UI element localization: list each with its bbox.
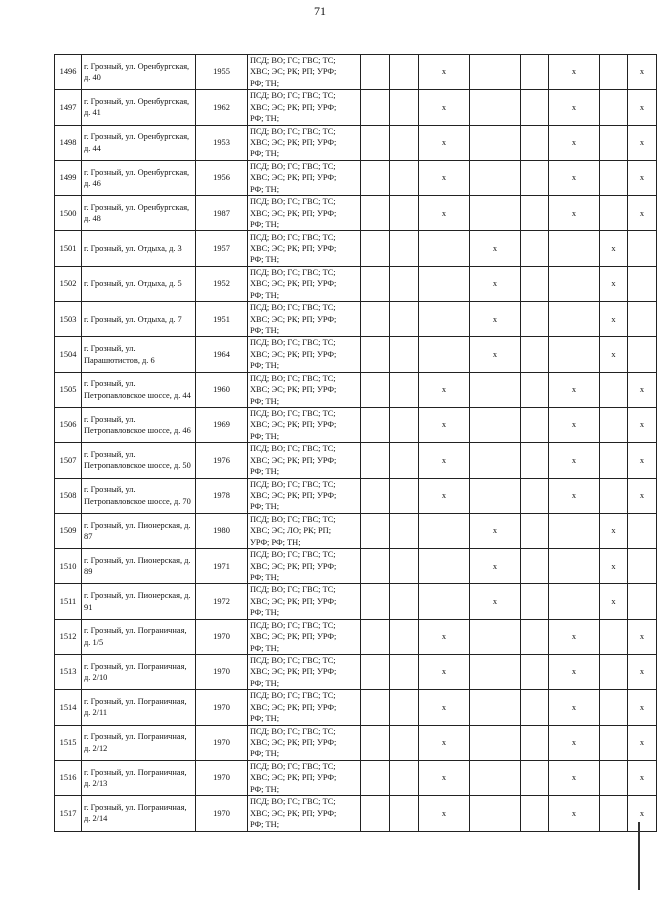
row-mark-3: x (419, 55, 470, 90)
table-row (55, 337, 657, 372)
row-mark-3: x (419, 160, 470, 195)
row-mark-1 (361, 796, 390, 831)
row-mark-5 (521, 160, 549, 195)
row-mark-4 (470, 796, 521, 831)
table-body (55, 55, 657, 832)
row-mark-4 (470, 372, 521, 407)
row-mark-1 (361, 690, 390, 725)
row-systems: ПСД; ВО; ГС; ГВС; ТС; ХВС; ЭС; РК; РП; УРФ; РФ; ТН; (248, 90, 361, 125)
row-mark-7 (600, 55, 628, 90)
row-mark-8: x (628, 478, 657, 513)
row-mark-5 (521, 478, 549, 513)
row-mark-2 (390, 125, 419, 160)
row-mark-6: x (549, 760, 600, 795)
row-mark-2 (390, 443, 419, 478)
row-mark-7: x (600, 513, 628, 548)
row-mark-3: x (419, 407, 470, 442)
row-mark-8: x (628, 407, 657, 442)
row-mark-7: x (600, 266, 628, 301)
row-mark-6: x (549, 196, 600, 231)
row-mark-7 (600, 725, 628, 760)
row-mark-7 (600, 690, 628, 725)
row-mark-3 (419, 513, 470, 548)
row-mark-1 (361, 90, 390, 125)
row-address: г. Грозный, ул. Отдыха, д. 7 (82, 302, 196, 337)
row-mark-5 (521, 760, 549, 795)
row-address: г. Грозный, ул. Пограничная, д. 2/10 (82, 655, 196, 690)
row-mark-2 (390, 513, 419, 548)
row-number: 1503 (55, 302, 82, 337)
table-row (55, 266, 657, 301)
row-mark-1 (361, 655, 390, 690)
row-mark-1 (361, 337, 390, 372)
row-mark-6: x (549, 443, 600, 478)
row-systems: ПСД; ВО; ГС; ГВС; ТС; ХВС; ЭС; РК; РП; УРФ; РФ; ТН; (248, 443, 361, 478)
row-mark-4 (470, 690, 521, 725)
row-mark-4 (470, 125, 521, 160)
row-address: г. Грозный, ул. Отдыха, д. 5 (82, 266, 196, 301)
row-address: г. Грозный, ул. Оренбургская, д. 40 (82, 55, 196, 90)
row-mark-4 (470, 478, 521, 513)
row-systems: ПСД; ВО; ГС; ГВС; ТС; ХВС; ЭС; РК; РП; УРФ; РФ; ТН; (248, 231, 361, 266)
row-mark-5 (521, 231, 549, 266)
row-mark-8: x (628, 55, 657, 90)
row-number: 1496 (55, 55, 82, 90)
row-mark-2 (390, 549, 419, 584)
row-mark-5 (521, 725, 549, 760)
row-year: 1970 (196, 690, 248, 725)
row-mark-6: x (549, 725, 600, 760)
row-mark-3: x (419, 443, 470, 478)
row-mark-3: x (419, 690, 470, 725)
row-mark-6: x (549, 55, 600, 90)
table-row (55, 478, 657, 513)
row-year: 1970 (196, 725, 248, 760)
row-mark-1 (361, 266, 390, 301)
row-mark-8 (628, 266, 657, 301)
row-mark-4 (470, 619, 521, 654)
row-mark-4 (470, 443, 521, 478)
row-mark-7: x (600, 584, 628, 619)
row-mark-3 (419, 302, 470, 337)
row-year: 1970 (196, 619, 248, 654)
row-mark-4: x (470, 584, 521, 619)
row-mark-1 (361, 478, 390, 513)
row-mark-7: x (600, 302, 628, 337)
row-mark-4 (470, 725, 521, 760)
table-row (55, 160, 657, 195)
row-mark-3 (419, 584, 470, 619)
table-row (55, 655, 657, 690)
row-mark-6 (549, 584, 600, 619)
table-row (55, 372, 657, 407)
row-year: 1976 (196, 443, 248, 478)
row-systems: ПСД; ВО; ГС; ГВС; ТС; ХВС; ЭС; РК; РП; УРФ; РФ; ТН; (248, 337, 361, 372)
table-row (55, 125, 657, 160)
row-number: 1512 (55, 619, 82, 654)
row-mark-1 (361, 160, 390, 195)
row-number: 1510 (55, 549, 82, 584)
table-row (55, 513, 657, 548)
row-mark-8: x (628, 655, 657, 690)
row-mark-7 (600, 407, 628, 442)
row-year: 1952 (196, 266, 248, 301)
row-mark-6 (549, 231, 600, 266)
row-year: 1970 (196, 655, 248, 690)
row-mark-8: x (628, 125, 657, 160)
row-number: 1514 (55, 690, 82, 725)
row-mark-5 (521, 655, 549, 690)
row-mark-2 (390, 478, 419, 513)
row-mark-6 (549, 302, 600, 337)
row-mark-6: x (549, 407, 600, 442)
row-mark-2 (390, 655, 419, 690)
row-mark-1 (361, 584, 390, 619)
table-row (55, 55, 657, 90)
row-number: 1501 (55, 231, 82, 266)
row-mark-4 (470, 655, 521, 690)
row-mark-6: x (549, 655, 600, 690)
row-address: г. Грозный, ул. Петропавловское шоссе, д. 46 (82, 407, 196, 442)
row-mark-4: x (470, 549, 521, 584)
scan-edge-mark (638, 822, 640, 890)
row-mark-1 (361, 549, 390, 584)
row-mark-5 (521, 619, 549, 654)
row-mark-4: x (470, 302, 521, 337)
row-mark-2 (390, 337, 419, 372)
row-address: г. Грозный, ул. Пионерская, д. 89 (82, 549, 196, 584)
row-systems: ПСД; ВО; ГС; ГВС; ТС; ХВС; ЭС; РК; РП; УРФ; РФ; ТН; (248, 760, 361, 795)
row-mark-6: x (549, 160, 600, 195)
row-mark-8: x (628, 796, 657, 831)
row-systems: ПСД; ВО; ГС; ГВС; ТС; ХВС; ЭС; РК; РП; УРФ; РФ; ТН; (248, 55, 361, 90)
row-mark-5 (521, 55, 549, 90)
row-mark-4 (470, 760, 521, 795)
row-mark-3: x (419, 125, 470, 160)
row-mark-3: x (419, 619, 470, 654)
row-systems: ПСД; ВО; ГС; ГВС; ТС; ХВС; ЭС; РК; РП; УРФ; РФ; ТН; (248, 584, 361, 619)
row-year: 1957 (196, 231, 248, 266)
row-mark-3: x (419, 90, 470, 125)
row-mark-7 (600, 90, 628, 125)
row-mark-7: x (600, 549, 628, 584)
page-number: 71 (314, 4, 326, 18)
row-number: 1513 (55, 655, 82, 690)
row-systems: ПСД; ВО; ГС; ГВС; ТС; ХВС; ЭС; РК; РП; УРФ; РФ; ТН; (248, 725, 361, 760)
row-year: 1971 (196, 549, 248, 584)
row-mark-7 (600, 372, 628, 407)
row-address: г. Грозный, ул. Парашютистов, д. 6 (82, 337, 196, 372)
row-mark-2 (390, 55, 419, 90)
row-mark-8 (628, 337, 657, 372)
row-mark-2 (390, 690, 419, 725)
row-mark-4 (470, 407, 521, 442)
row-mark-4 (470, 90, 521, 125)
row-mark-2 (390, 584, 419, 619)
row-mark-8: x (628, 619, 657, 654)
row-mark-7 (600, 196, 628, 231)
row-mark-5 (521, 513, 549, 548)
row-number: 1509 (55, 513, 82, 548)
table-row (55, 90, 657, 125)
row-mark-1 (361, 231, 390, 266)
row-mark-7 (600, 655, 628, 690)
row-systems: ПСД; ВО; ГС; ГВС; ТС; ХВС; ЭС; РК; РП; УРФ; РФ; ТН; (248, 266, 361, 301)
row-mark-7 (600, 125, 628, 160)
row-mark-6 (549, 337, 600, 372)
row-systems: ПСД; ВО; ГС; ГВС; ТС; ХВС; ЭС; ЛО; РК; РП; УРФ; РФ; ТН; (248, 513, 361, 548)
row-mark-3: x (419, 478, 470, 513)
row-address: г. Грозный, ул. Отдыха, д. 3 (82, 231, 196, 266)
row-mark-7 (600, 796, 628, 831)
row-mark-2 (390, 160, 419, 195)
row-year: 1955 (196, 55, 248, 90)
row-systems: ПСД; ВО; ГС; ГВС; ТС; ХВС; ЭС; РК; РП; УРФ; РФ; ТН; (248, 125, 361, 160)
row-mark-1 (361, 407, 390, 442)
table-row (55, 231, 657, 266)
row-year: 1962 (196, 90, 248, 125)
row-mark-4 (470, 160, 521, 195)
row-mark-3 (419, 231, 470, 266)
row-year: 1978 (196, 478, 248, 513)
row-mark-6 (549, 513, 600, 548)
row-mark-4: x (470, 231, 521, 266)
table-row (55, 760, 657, 795)
row-systems: ПСД; ВО; ГС; ГВС; ТС; ХВС; ЭС; РК; РП; УРФ; РФ; ТН; (248, 407, 361, 442)
table-row (55, 584, 657, 619)
row-number: 1508 (55, 478, 82, 513)
row-address: г. Грозный, ул. Пограничная, д. 2/14 (82, 796, 196, 831)
row-mark-6: x (549, 478, 600, 513)
row-year: 1960 (196, 372, 248, 407)
row-mark-3: x (419, 760, 470, 795)
row-systems: ПСД; ВО; ГС; ГВС; ТС; ХВС; ЭС; РК; РП; УРФ; РФ; ТН; (248, 302, 361, 337)
table-row (55, 549, 657, 584)
row-mark-8: x (628, 372, 657, 407)
row-mark-5 (521, 90, 549, 125)
row-mark-6: x (549, 619, 600, 654)
row-address: г. Грозный, ул. Пограничная, д. 1/5 (82, 619, 196, 654)
row-systems: ПСД; ВО; ГС; ГВС; ТС; ХВС; ЭС; РК; РП; УРФ; РФ; ТН; (248, 372, 361, 407)
row-mark-3: x (419, 196, 470, 231)
row-year: 1980 (196, 513, 248, 548)
table-row (55, 619, 657, 654)
row-number: 1504 (55, 337, 82, 372)
row-number: 1515 (55, 725, 82, 760)
row-year: 1956 (196, 160, 248, 195)
row-mark-1 (361, 443, 390, 478)
row-mark-8 (628, 584, 657, 619)
row-number: 1517 (55, 796, 82, 831)
row-number: 1507 (55, 443, 82, 478)
row-mark-3: x (419, 725, 470, 760)
row-number: 1505 (55, 372, 82, 407)
row-systems: ПСД; ВО; ГС; ГВС; ТС; ХВС; ЭС; РК; РП; УРФ; РФ; ТН; (248, 796, 361, 831)
row-number: 1506 (55, 407, 82, 442)
row-mark-8: x (628, 160, 657, 195)
row-mark-1 (361, 55, 390, 90)
row-address: г. Грозный, ул. Пионерская, д. 87 (82, 513, 196, 548)
row-mark-2 (390, 372, 419, 407)
row-mark-2 (390, 90, 419, 125)
row-mark-2 (390, 619, 419, 654)
row-systems: ПСД; ВО; ГС; ГВС; ТС; ХВС; ЭС; РК; РП; УРФ; РФ; ТН; (248, 655, 361, 690)
row-address: г. Грозный, ул. Петропавловское шоссе, д. 50 (82, 443, 196, 478)
row-mark-1 (361, 619, 390, 654)
row-mark-5 (521, 266, 549, 301)
row-mark-7 (600, 760, 628, 795)
row-mark-2 (390, 302, 419, 337)
row-mark-2 (390, 196, 419, 231)
row-mark-8: x (628, 90, 657, 125)
row-mark-7: x (600, 337, 628, 372)
row-systems: ПСД; ВО; ГС; ГВС; ТС; ХВС; ЭС; РК; РП; УРФ; РФ; ТН; (248, 478, 361, 513)
row-mark-6: x (549, 372, 600, 407)
row-mark-8: x (628, 443, 657, 478)
row-mark-3: x (419, 372, 470, 407)
row-systems: ПСД; ВО; ГС; ГВС; ТС; ХВС; ЭС; РК; РП; УРФ; РФ; ТН; (248, 690, 361, 725)
table-row (55, 196, 657, 231)
row-mark-5 (521, 372, 549, 407)
row-address: г. Грозный, ул. Петропавловское шоссе, д. 44 (82, 372, 196, 407)
row-address: г. Грозный, ул. Пограничная, д. 2/11 (82, 690, 196, 725)
row-mark-8: x (628, 760, 657, 795)
row-mark-1 (361, 302, 390, 337)
row-year: 1970 (196, 760, 248, 795)
row-mark-1 (361, 125, 390, 160)
row-mark-4: x (470, 513, 521, 548)
table-row (55, 443, 657, 478)
row-systems: ПСД; ВО; ГС; ГВС; ТС; ХВС; ЭС; РК; РП; УРФ; РФ; ТН; (248, 549, 361, 584)
row-mark-5 (521, 443, 549, 478)
row-mark-5 (521, 407, 549, 442)
row-mark-4 (470, 55, 521, 90)
row-mark-3: x (419, 796, 470, 831)
row-mark-5 (521, 196, 549, 231)
row-year: 1987 (196, 196, 248, 231)
row-mark-6: x (549, 125, 600, 160)
row-mark-5 (521, 690, 549, 725)
row-mark-1 (361, 725, 390, 760)
row-year: 1953 (196, 125, 248, 160)
row-mark-5 (521, 302, 549, 337)
row-number: 1500 (55, 196, 82, 231)
row-mark-2 (390, 266, 419, 301)
row-address: г. Грозный, ул. Оренбургская, д. 46 (82, 160, 196, 195)
row-systems: ПСД; ВО; ГС; ГВС; ТС; ХВС; ЭС; РК; РП; УРФ; РФ; ТН; (248, 196, 361, 231)
row-mark-1 (361, 196, 390, 231)
row-number: 1498 (55, 125, 82, 160)
row-mark-5 (521, 584, 549, 619)
row-mark-1 (361, 513, 390, 548)
row-address: г. Грозный, ул. Пограничная, д. 2/13 (82, 760, 196, 795)
row-address: г. Грозный, ул. Оренбургская, д. 48 (82, 196, 196, 231)
row-mark-7: x (600, 231, 628, 266)
row-number: 1502 (55, 266, 82, 301)
row-mark-8 (628, 302, 657, 337)
row-mark-1 (361, 760, 390, 795)
row-mark-6 (549, 266, 600, 301)
row-address: г. Грозный, ул. Петропавловское шоссе, д. 70 (82, 478, 196, 513)
row-mark-3: x (419, 655, 470, 690)
table-row (55, 796, 657, 831)
row-mark-8: x (628, 196, 657, 231)
table-row (55, 407, 657, 442)
row-mark-2 (390, 760, 419, 795)
row-mark-5 (521, 337, 549, 372)
row-mark-8 (628, 231, 657, 266)
row-number: 1497 (55, 90, 82, 125)
row-year: 1970 (196, 796, 248, 831)
row-year: 1972 (196, 584, 248, 619)
row-mark-8: x (628, 725, 657, 760)
row-year: 1964 (196, 337, 248, 372)
row-mark-4: x (470, 266, 521, 301)
housing-registry-table (54, 54, 657, 832)
row-address: г. Грозный, ул. Оренбургская, д. 44 (82, 125, 196, 160)
row-mark-7 (600, 443, 628, 478)
row-mark-6: x (549, 90, 600, 125)
row-systems: ПСД; ВО; ГС; ГВС; ТС; ХВС; ЭС; РК; РП; УРФ; РФ; ТН; (248, 619, 361, 654)
row-mark-6: x (549, 796, 600, 831)
row-mark-6: x (549, 690, 600, 725)
row-systems: ПСД; ВО; ГС; ГВС; ТС; ХВС; ЭС; РК; РП; УРФ; РФ; ТН; (248, 160, 361, 195)
row-number: 1516 (55, 760, 82, 795)
table-row (55, 302, 657, 337)
row-mark-7 (600, 619, 628, 654)
row-address: г. Грозный, ул. Оренбургская, д. 41 (82, 90, 196, 125)
row-mark-8 (628, 549, 657, 584)
row-mark-5 (521, 796, 549, 831)
row-year: 1969 (196, 407, 248, 442)
row-mark-2 (390, 231, 419, 266)
row-address: г. Грозный, ул. Пограничная, д. 2/12 (82, 725, 196, 760)
row-mark-7 (600, 478, 628, 513)
row-number: 1499 (55, 160, 82, 195)
row-mark-2 (390, 725, 419, 760)
table-row (55, 690, 657, 725)
row-mark-1 (361, 372, 390, 407)
row-mark-6 (549, 549, 600, 584)
row-mark-2 (390, 796, 419, 831)
row-mark-3 (419, 549, 470, 584)
row-mark-2 (390, 407, 419, 442)
row-address: г. Грозный, ул. Пионерская, д. 91 (82, 584, 196, 619)
row-mark-4: x (470, 337, 521, 372)
row-year: 1951 (196, 302, 248, 337)
table-row (55, 725, 657, 760)
row-mark-8 (628, 513, 657, 548)
row-mark-5 (521, 125, 549, 160)
row-mark-3 (419, 266, 470, 301)
row-mark-8: x (628, 690, 657, 725)
row-mark-4 (470, 196, 521, 231)
row-number: 1511 (55, 584, 82, 619)
row-mark-7 (600, 160, 628, 195)
row-mark-5 (521, 549, 549, 584)
row-mark-3 (419, 337, 470, 372)
